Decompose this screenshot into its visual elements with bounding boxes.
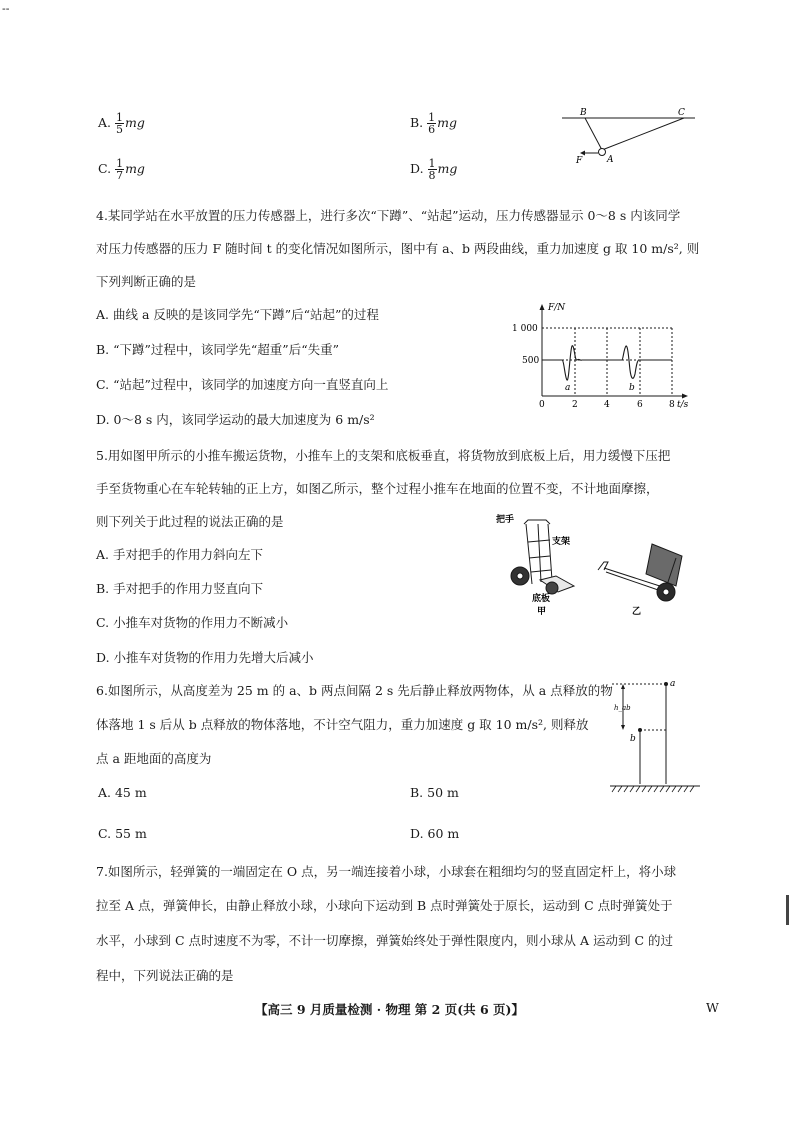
q4-chart-xtick-2: 2 (572, 400, 578, 410)
q6-option-d[interactable]: D. 60 m (410, 826, 460, 841)
q6-figure (606, 674, 706, 800)
q4-chart-ylabel: F/N (548, 303, 566, 313)
q4-chart-curve-a: a (565, 383, 571, 393)
q5-label-frame: 支架 (552, 537, 571, 547)
q4-option-c[interactable]: C. “站起”过程中，该同学的加速度方向一直竖直向上 (96, 377, 389, 392)
q4-option-d[interactable]: D. 0～8 s 内，该同学运动的最大加速度为 6 m/s² (96, 412, 375, 427)
q7-line-1: 7.如图所示，轻弹簧的一端固定在 O 点，另一端连接着小球，小球套在粗细均匀的竖直固定杆上，将小球 (96, 864, 677, 879)
cart-jia (511, 520, 574, 594)
q3-figure (560, 104, 700, 166)
q4-line-1: 4.某同学站在水平放置的压力传感器上，进行多次“下蹲”、“站起”运动，压力传感器显示 0～8 s 内该同学 (96, 208, 681, 223)
q6-line-2: 体落地 1 s 后从 b 点释放的物体落地，不计空气阻力，重力加速度 g 取 10 m/s², 则释放 (96, 717, 589, 732)
q3-option-a[interactable]: A. $\frac{1}{5}$ mg (98, 111, 145, 136)
q4-line-2: 对压力传感器的压力 F 随时间 t 的变化情况如图所示，图中有 a、b 两段曲线，重力加速度 g 取 10 m/s², 则 (96, 241, 700, 256)
q3-option-c[interactable]: C. $\frac{1}{7}$ mg (98, 157, 145, 182)
q5-option-c[interactable]: C. 小推车对货物的作用力不断减小 (96, 615, 289, 630)
q3-option-b[interactable]: B. $\frac{1}{6}$ mg (410, 111, 458, 136)
q5-figure (480, 508, 700, 618)
q6-line-1: 6.如图所示，从高度差为 25 m 的 a、b 两点间隔 2 s 先后静止释放两物体，从 a 点释放的物 (96, 683, 613, 698)
corner-mark: -- (2, 2, 10, 15)
q5-line-1: 5.用如图甲所示的小推车搬运货物，小推车上的支架和底板垂直，将货物放到底板上后，用力缓慢下压把 (96, 448, 671, 463)
footer-code: W (706, 1000, 719, 1015)
page-footer: 【高三 9 月质量检测 · 物理 第 2 页(共 6 页)】 (255, 1002, 524, 1017)
q4-option-a[interactable]: A. 曲线 a 反映的是该同学先“下蹲”后“站起”的过程 (96, 307, 379, 322)
q3-label-b: B (580, 108, 587, 118)
q5-option-b[interactable]: B. 手对把手的作用力竖直向下 (96, 581, 264, 596)
q6-label-b: b (630, 734, 636, 744)
q3-option-d[interactable]: D. $\frac{1}{8}$ mg (410, 157, 458, 182)
q4-chart-xtick-6: 6 (637, 400, 643, 410)
q3-label-a: A (607, 155, 614, 165)
q6-option-b[interactable]: B. 50 m (410, 785, 459, 800)
q5-label-base: 底板 (532, 594, 551, 604)
q5-label-jia: 甲 (537, 607, 547, 617)
q6-label-h: h_ab (614, 704, 631, 712)
q4-chart-curve-b: b (629, 383, 635, 393)
q7-line-2: 拉至 A 点，弹簧伸长，由静止释放小球，小球向下运动到 B 点时弹簧处于原长，运动到 C 点时弹簧处于 (96, 898, 673, 913)
q5-option-d[interactable]: D. 小推车对货物的作用力先增大后减小 (96, 650, 314, 665)
q6-label-a: a (670, 679, 676, 689)
q7-line-4: 程中，下列说法正确的是 (96, 968, 234, 983)
q4-chart-xtick-8: 8 (669, 400, 675, 410)
cart-yi (598, 544, 682, 601)
q3-label-c: C (678, 108, 685, 118)
q4-chart (510, 300, 700, 415)
q6-option-c[interactable]: C. 55 m (98, 826, 147, 841)
q4-chart-xlabel: t/s (677, 400, 689, 410)
q4-chart-xtick-0: 0 (539, 400, 545, 410)
q4-chart-ytick-1000: 1 000 (512, 324, 538, 334)
q5-label-yi: 乙 (632, 607, 642, 617)
q5-line-3: 则下列关于此过程的说法正确的是 (96, 514, 284, 529)
q4-chart-ytick-500: 500 (522, 356, 540, 366)
q4-option-b[interactable]: B. “下蹲”过程中，该同学先“超重”后“失重” (96, 342, 339, 357)
q5-label-handle: 把手 (496, 515, 515, 525)
q6-line-3: 点 a 距地面的高度为 (96, 751, 212, 766)
q6-option-a[interactable]: A. 45 m (98, 785, 147, 800)
scan-edge-mark (786, 895, 789, 925)
q4-line-3: 下列判断正确的是 (96, 274, 197, 289)
q4-chart-xtick-4: 4 (604, 400, 610, 410)
q7-line-3: 水平，小球到 C 点时速度不为零，不计一切摩擦，弹簧始终处于弹性限度内，则小球从 A 运动到 C 的过 (96, 933, 673, 948)
q3-label-f: F (576, 156, 583, 166)
q5-option-a[interactable]: A. 手对把手的作用力斜向左下 (96, 547, 263, 562)
q5-line-2: 手至货物重心在车轮转轴的正上方，如图乙所示，整个过程小推车在地面的位置不变，不计地面摩擦， (96, 481, 659, 496)
